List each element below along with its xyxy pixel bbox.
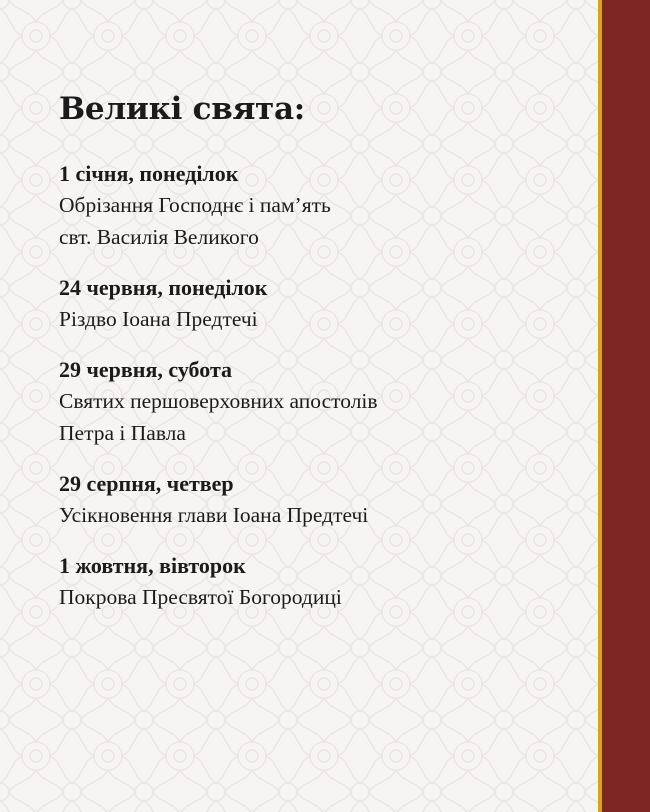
- holiday-name: Різдво Іоана Предтечі: [59, 307, 258, 331]
- holiday-date: 1 січня, понеділок: [59, 161, 239, 186]
- page-title: Великі свята:: [59, 91, 305, 127]
- holidays-list: [59, 89, 589, 633]
- holiday-item: [59, 551, 589, 613]
- holiday-date: 29 серпня, четвер: [59, 471, 234, 496]
- holiday-item: [59, 273, 589, 335]
- holiday-name: Обрізання Господнє і пам’ять свт. Василія Великого: [59, 193, 331, 249]
- holiday-date: 24 червня, понеділок: [59, 275, 268, 300]
- side-decorative-band: [598, 0, 650, 812]
- holiday-date: 29 червня, субота: [59, 357, 233, 382]
- holiday-item: [59, 355, 589, 449]
- holiday-item: [59, 159, 589, 253]
- holiday-name: Покрова Пресвятої Богородиці: [59, 585, 342, 609]
- holiday-date: 1 жовтня, вівторок: [59, 553, 246, 578]
- holiday-item: [59, 469, 589, 531]
- holiday-name: Усікновення глави Іоана Предтечі: [59, 503, 369, 527]
- holiday-name: Святих першоверховних апостолів Петра і Павла: [59, 389, 378, 445]
